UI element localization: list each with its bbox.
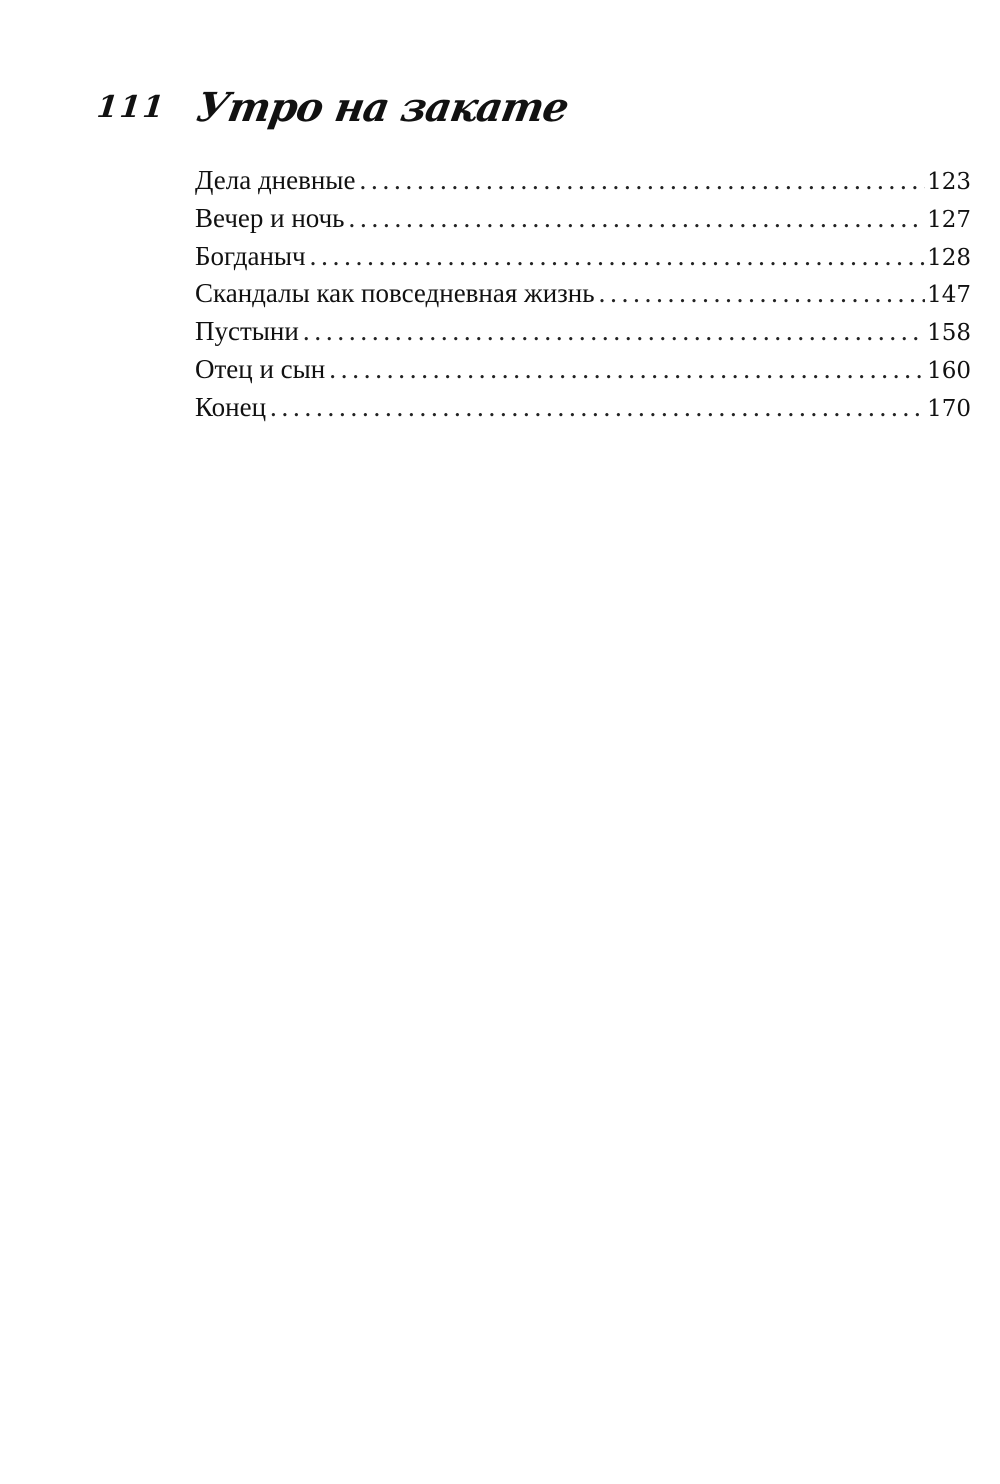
- toc-entry-title: Отец и сын: [195, 353, 326, 384]
- toc-dot-leader: [359, 162, 925, 200]
- toc-entry-page: 127: [927, 206, 971, 233]
- toc-dot-leader: [303, 313, 925, 351]
- toc-dot-leader: [329, 351, 925, 389]
- part-header: [95, 72, 572, 142]
- toc-entry[interactable]: [195, 162, 971, 200]
- toc-entry-title: Конец: [195, 391, 267, 422]
- toc-entry[interactable]: [195, 351, 971, 389]
- toc-dot-leader: [348, 200, 925, 238]
- toc-entry[interactable]: [195, 238, 971, 276]
- toc-dot-leader: [599, 275, 926, 313]
- toc-entry-title: Вечер и ночь: [195, 202, 345, 233]
- toc-entry-page: 147: [927, 282, 971, 309]
- toc-entry-page: 123: [927, 169, 971, 195]
- toc-entry[interactable]: [195, 313, 971, 351]
- toc-entry-page: 170: [927, 395, 971, 422]
- toc-entry[interactable]: [195, 200, 971, 238]
- toc-entry-title: Скандалы как повседневная жизнь: [195, 278, 595, 309]
- toc-dot-leader: [270, 389, 925, 427]
- toc-entry-title: Дела дневные: [195, 165, 356, 195]
- toc-entry-page: 160: [927, 357, 971, 384]
- toc-entry-page: 128: [927, 244, 971, 271]
- part-title: Утро на закате: [192, 83, 572, 131]
- toc-entry-title: Пустыни: [195, 316, 299, 347]
- toc-entry[interactable]: [195, 389, 971, 427]
- part-number: 111: [95, 89, 168, 125]
- toc-dot-leader: [310, 238, 925, 276]
- toc-entry-title: Богданыч: [195, 240, 306, 271]
- toc-entry[interactable]: [195, 275, 971, 313]
- table-of-contents: [195, 162, 971, 427]
- toc-entry-page: 158: [927, 320, 971, 347]
